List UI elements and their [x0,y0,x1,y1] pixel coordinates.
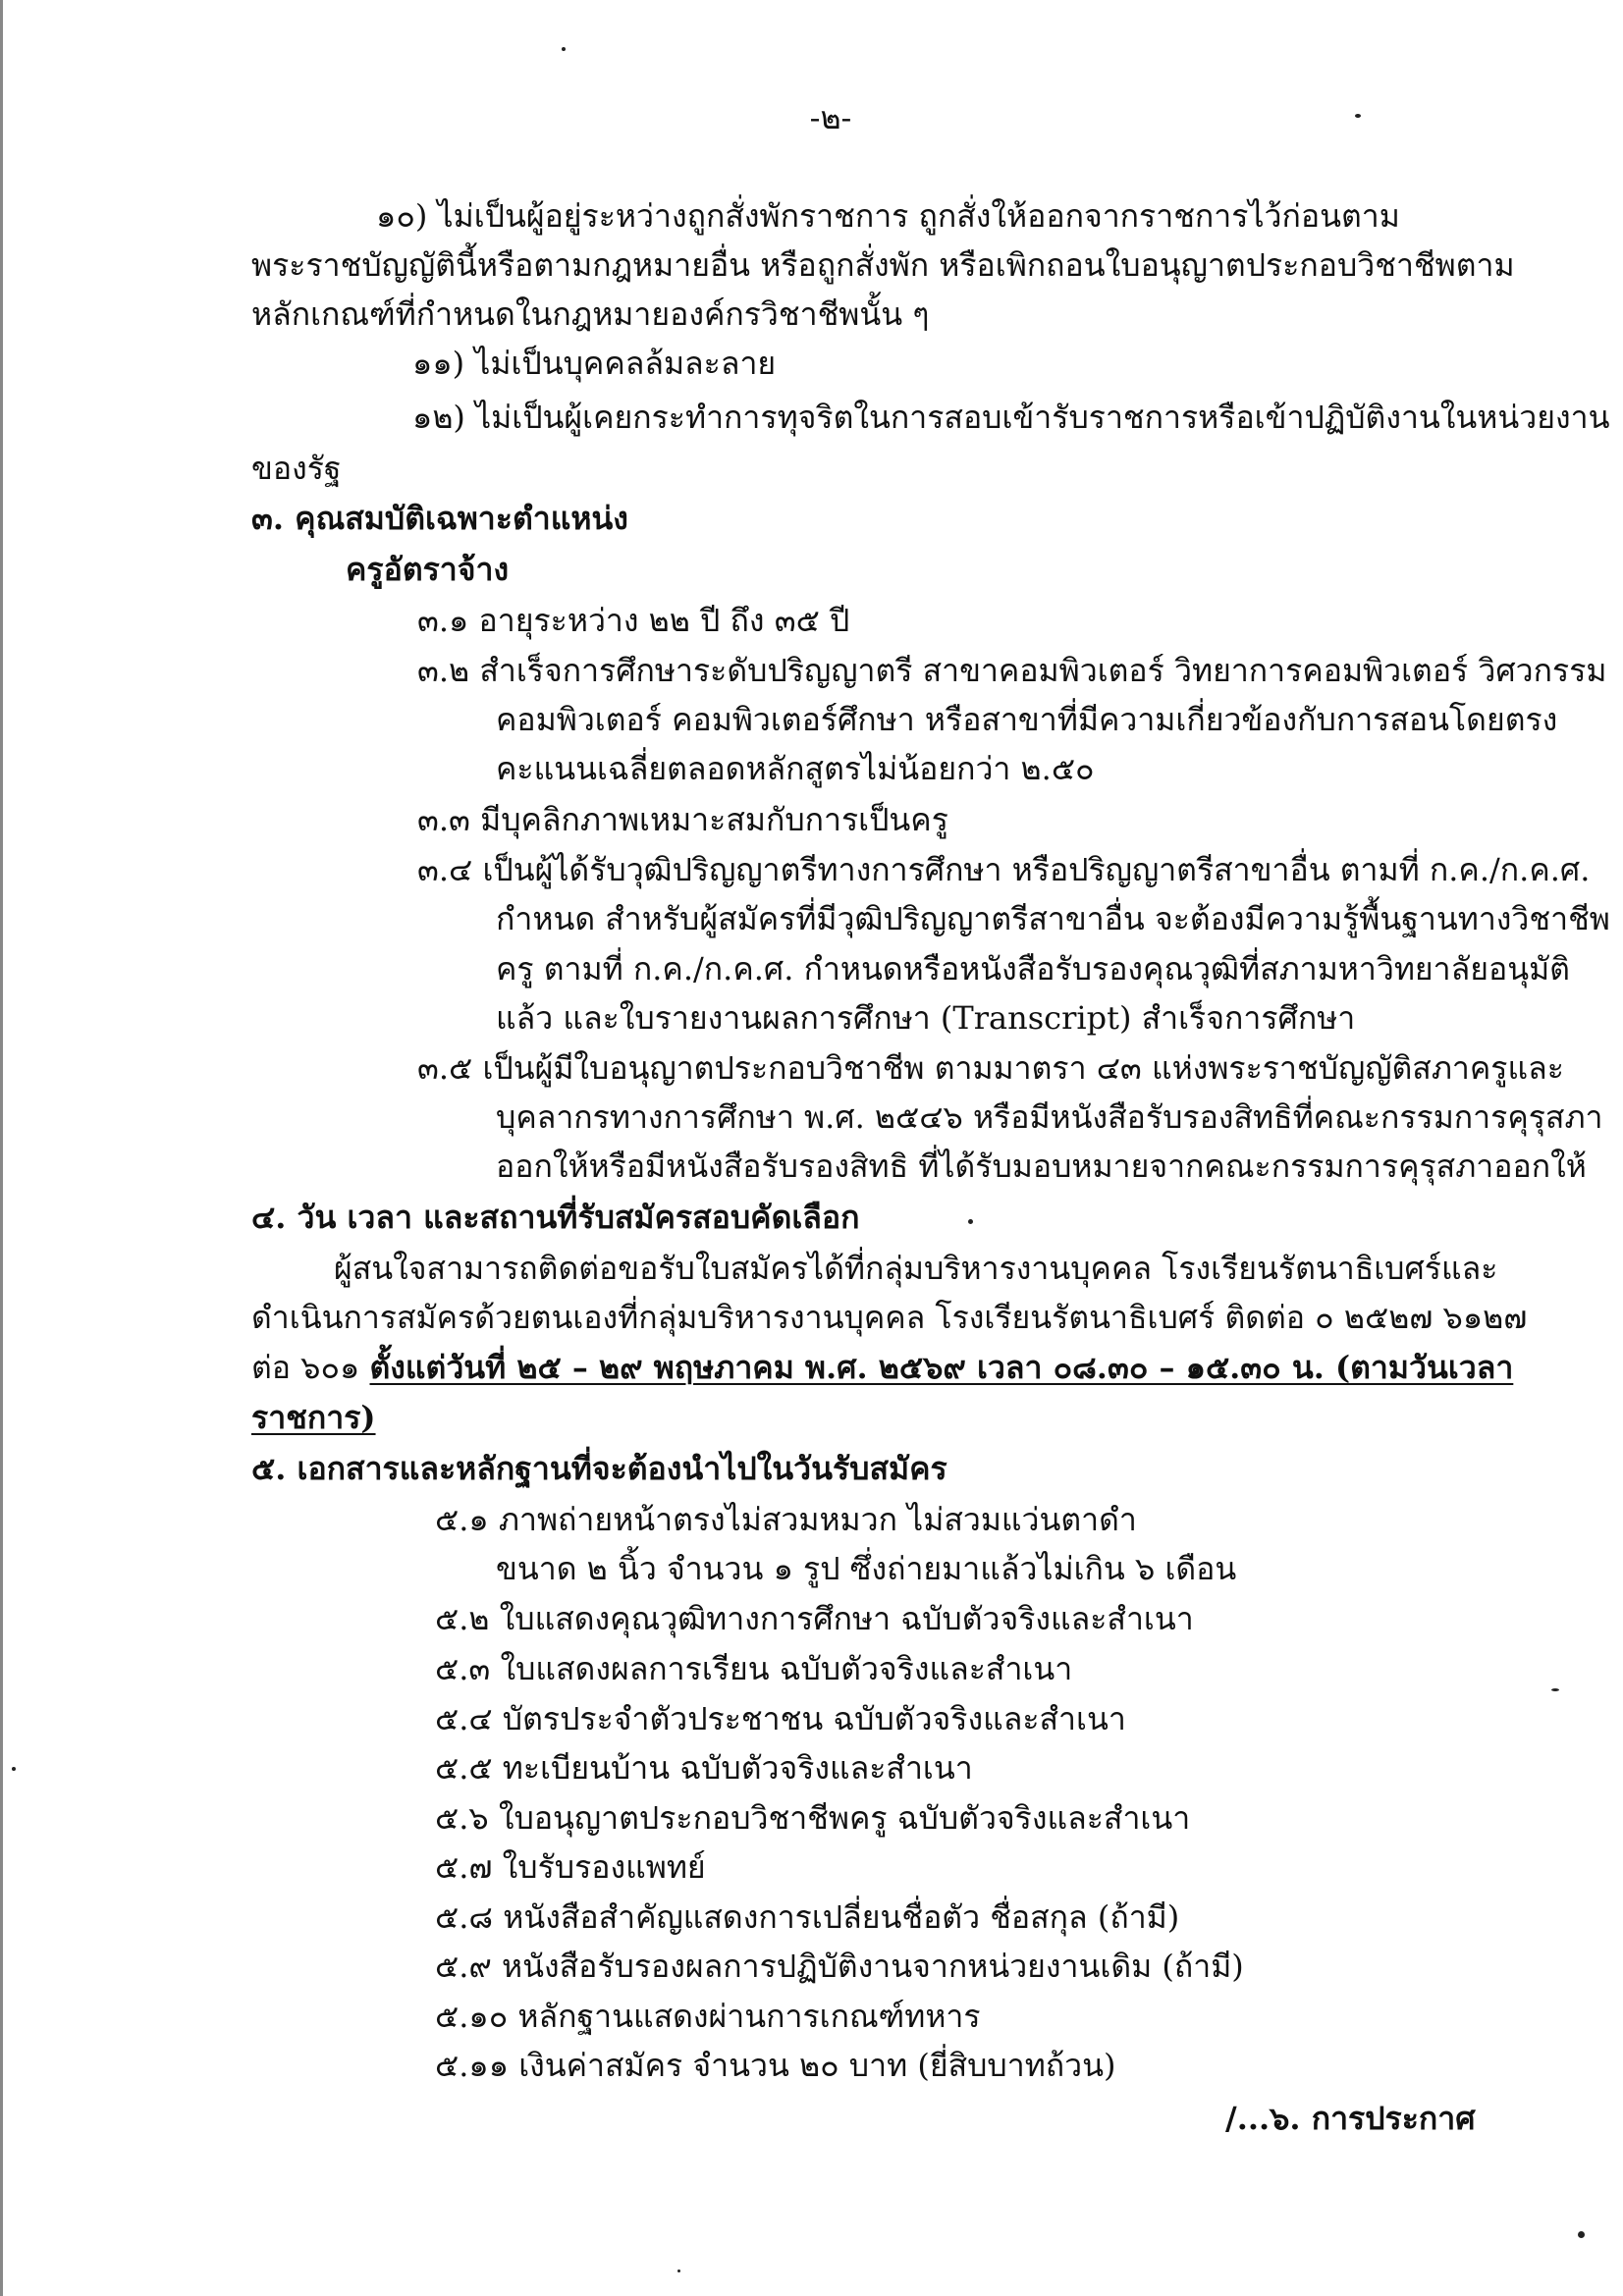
section-3-line: บุคลากรทางการศึกษา พ.ศ. ๒๕๔๖ หรือมีหนังสือรับรองสิทธิที่คณะกรรมการคุรุสภา [496,1098,1603,1136]
scan-speck [677,2269,680,2272]
item-12-line-2: ของรัฐ [251,450,342,487]
section-5-line: ๕.๙ หนังสือรับรองผลการปฏิบัติงานจากหน่วยงานเดิม (ถ้ามี) [435,1948,1244,1985]
section-3-line: ๓.๑ อายุระหว่าง ๒๒ ปี ถึง ๓๕ ปี [417,602,850,639]
section-4-extension: ต่อ ๖๐๑ [251,1349,370,1386]
section-5-line: ๕.๖ ใบอนุญาตประกอบวิชาชีพครู ฉบับตัวจริงและสำเนา [435,1799,1191,1837]
section-3-line: ออกให้หรือมีหนังสือรับรองสิทธิ ที่ได้รับมอบหมายจากคณะกรรมการคุรุสภาออกให้ [496,1148,1587,1185]
application-period: ตั้งแต่วันที่ ๒๕ – ๒๙ พฤษภาคม พ.ศ. ๒๕๖๙ เวลา ๐๘.๓๐ – ๑๕.๓๐ น. (ตามวันเวลา [369,1349,1514,1386]
scan-edge-shadow [0,0,3,2296]
section-4-line-2: ดำเนินการสมัครด้วยตนเองที่กลุ่มบริหารงานบุคคล โรงเรียนรัตนาธิเบศร์ ติดต่อ ๐ ๒๕๒๗ ๖๑๒๗ [251,1299,1528,1336]
section-5-line: ๕.๑๐ หลักฐานแสดงผ่านการเกณฑ์ทหาร [435,1998,981,2035]
section-5-line: ๕.๓ ใบแสดงผลการเรียน ฉบับตัวจริงและสำเนา [435,1650,1073,1687]
section-3-line: ๓.๓ มีบุคลิกภาพเหมาะสมกับการเป็นครู [417,801,948,838]
scan-speck [1355,114,1361,118]
section-4-line-3 [251,1348,1513,1387]
section-5-line: ๕.๘ หนังสือสำคัญแสดงการเปลี่ยนชื่อตัว ชื่อสกุล (ถ้ามี) [435,1898,1180,1936]
scan-speck [562,47,566,51]
page-number: -๒- [809,99,852,136]
section-3-line: คอมพิวเตอร์ คอมพิวเตอร์ศึกษา หรือสาขาที่มีความเกี่ยวข้องกับการสอนโดยตรง [496,701,1558,738]
section-3-line: ๓.๕ เป็นผู้มีใบอนุญาตประกอบวิชาชีพ ตามมาตรา ๔๓ แห่งพระราชบัญญัติสภาครูและ [417,1049,1564,1087]
section-3-line: กำหนด สำหรับผู้สมัครที่มีวุฒิปริญญาตรีสาขาอื่น จะต้องมีความรู้พื้นฐานทางวิชาชีพ [496,900,1610,937]
section-3-line: ๓.๔ เป็นผู้ได้รับวุฒิปริญญาตรีทางการศึกษา หรือปริญญาตรีสาขาอื่น ตามที่ ก.ค./ก.ค.ศ. [417,851,1591,888]
section-4-line-1: ผู้สนใจสามารถติดต่อขอรับใบสมัครได้ที่กลุ่มบริหารงานบุคคล โรงเรียนรัตนาธิเบศร์และ [334,1250,1498,1287]
section-3-line: แล้ว และใบรายงานผลการศึกษา (Transcript) สำเร็จการศึกษา [496,999,1356,1037]
section-5-line: ขนาด ๒ นิ้ว จำนวน ๑ รูป ซึ่งถ่ายมาแล้วไม่เกิน ๖ เดือน [496,1550,1237,1587]
item-10-line-3: หลักเกณฑ์ที่กำหนดในกฎหมายองค์กรวิชาชีพนั้น ๆ [251,295,930,333]
section-3-line: คะแนนเฉลี่ยตลอดหลักสูตรไม่น้อยกว่า ๒.๕๐ [496,750,1095,787]
section-3-heading: ๓. คุณสมบัติเฉพาะตำแหน่ง [251,500,628,537]
scan-speck [12,1767,16,1771]
scan-speck [1578,2231,1585,2238]
section-3-line: ๓.๒ สำเร็จการศึกษาระดับปริญญาตรี สาขาคอมพิวเตอร์ วิทยาการคอมพิวเตอร์ วิศวกรรม [417,652,1607,689]
section-4-heading: ๔. วัน เวลา และสถานที่รับสมัครสอบคัดเลือก [251,1199,860,1236]
section-3-subheading: ครูอัตราจ้าง [346,551,510,588]
section-5-line: ๕.๔ บัตรประจำตัวประชาชน ฉบับตัวจริงและสำเนา [435,1700,1126,1737]
item-12-line-1: ๑๒) ไม่เป็นผู้เคยกระทำการทุจริตในการสอบเข้ารับราชการหรือเข้าปฏิบัติงานในหน่วยงาน [412,399,1610,436]
section-5-line: ๕.๕ ทะเบียนบ้าน ฉบับตัวจริงและสำเนา [435,1749,973,1787]
item-10-line-2: พระราชบัญญัตินี้หรือตามกฎหมายอื่น หรือถูกสั่งพัก หรือเพิกถอนใบอนุญาตประกอบวิชาชีพตาม [251,246,1515,284]
scan-speck [1551,1688,1559,1691]
section-5-line: ๕.๑ ภาพถ่ายหน้าตรงไม่สวมหมวก ไม่สวมแว่นตาดำ [435,1501,1137,1538]
section-5-line: ๕.๒ ใบแสดงคุณวุฒิทางการศึกษา ฉบับตัวจริงและสำเนา [435,1600,1194,1637]
section-5-line: ๕.๗ ใบรับรองแพทย์ [435,1848,706,1886]
section-4-line-4: ราชการ) [251,1399,376,1436]
item-10-line-1: ๑๐) ไม่เป็นผู้อยู่ระหว่างถูกสั่งพักราชการ ถูกสั่งให้ออกจากราชการไว้ก่อนตาม [376,197,1400,235]
item-11: ๑๑) ไม่เป็นบุคคลล้มละลาย [412,345,777,382]
continuation-note: /...๖. การประกาศ [1225,2100,1476,2137]
scan-speck [968,1219,973,1224]
section-5-line: ๕.๑๑ เงินค่าสมัคร จำนวน ๒๐ บาท (ยี่สิบบาทถ้วน) [435,2047,1116,2084]
section-3-line: ครู ตามที่ ก.ค./ก.ค.ศ. กำหนดหรือหนังสือรับรองคุณวุฒิที่สภามหาวิทยาลัยอนุมัติ [496,950,1570,988]
section-5-heading: ๕. เอกสารและหลักฐานที่จะต้องนำไปในวันรับสมัคร [251,1450,947,1487]
